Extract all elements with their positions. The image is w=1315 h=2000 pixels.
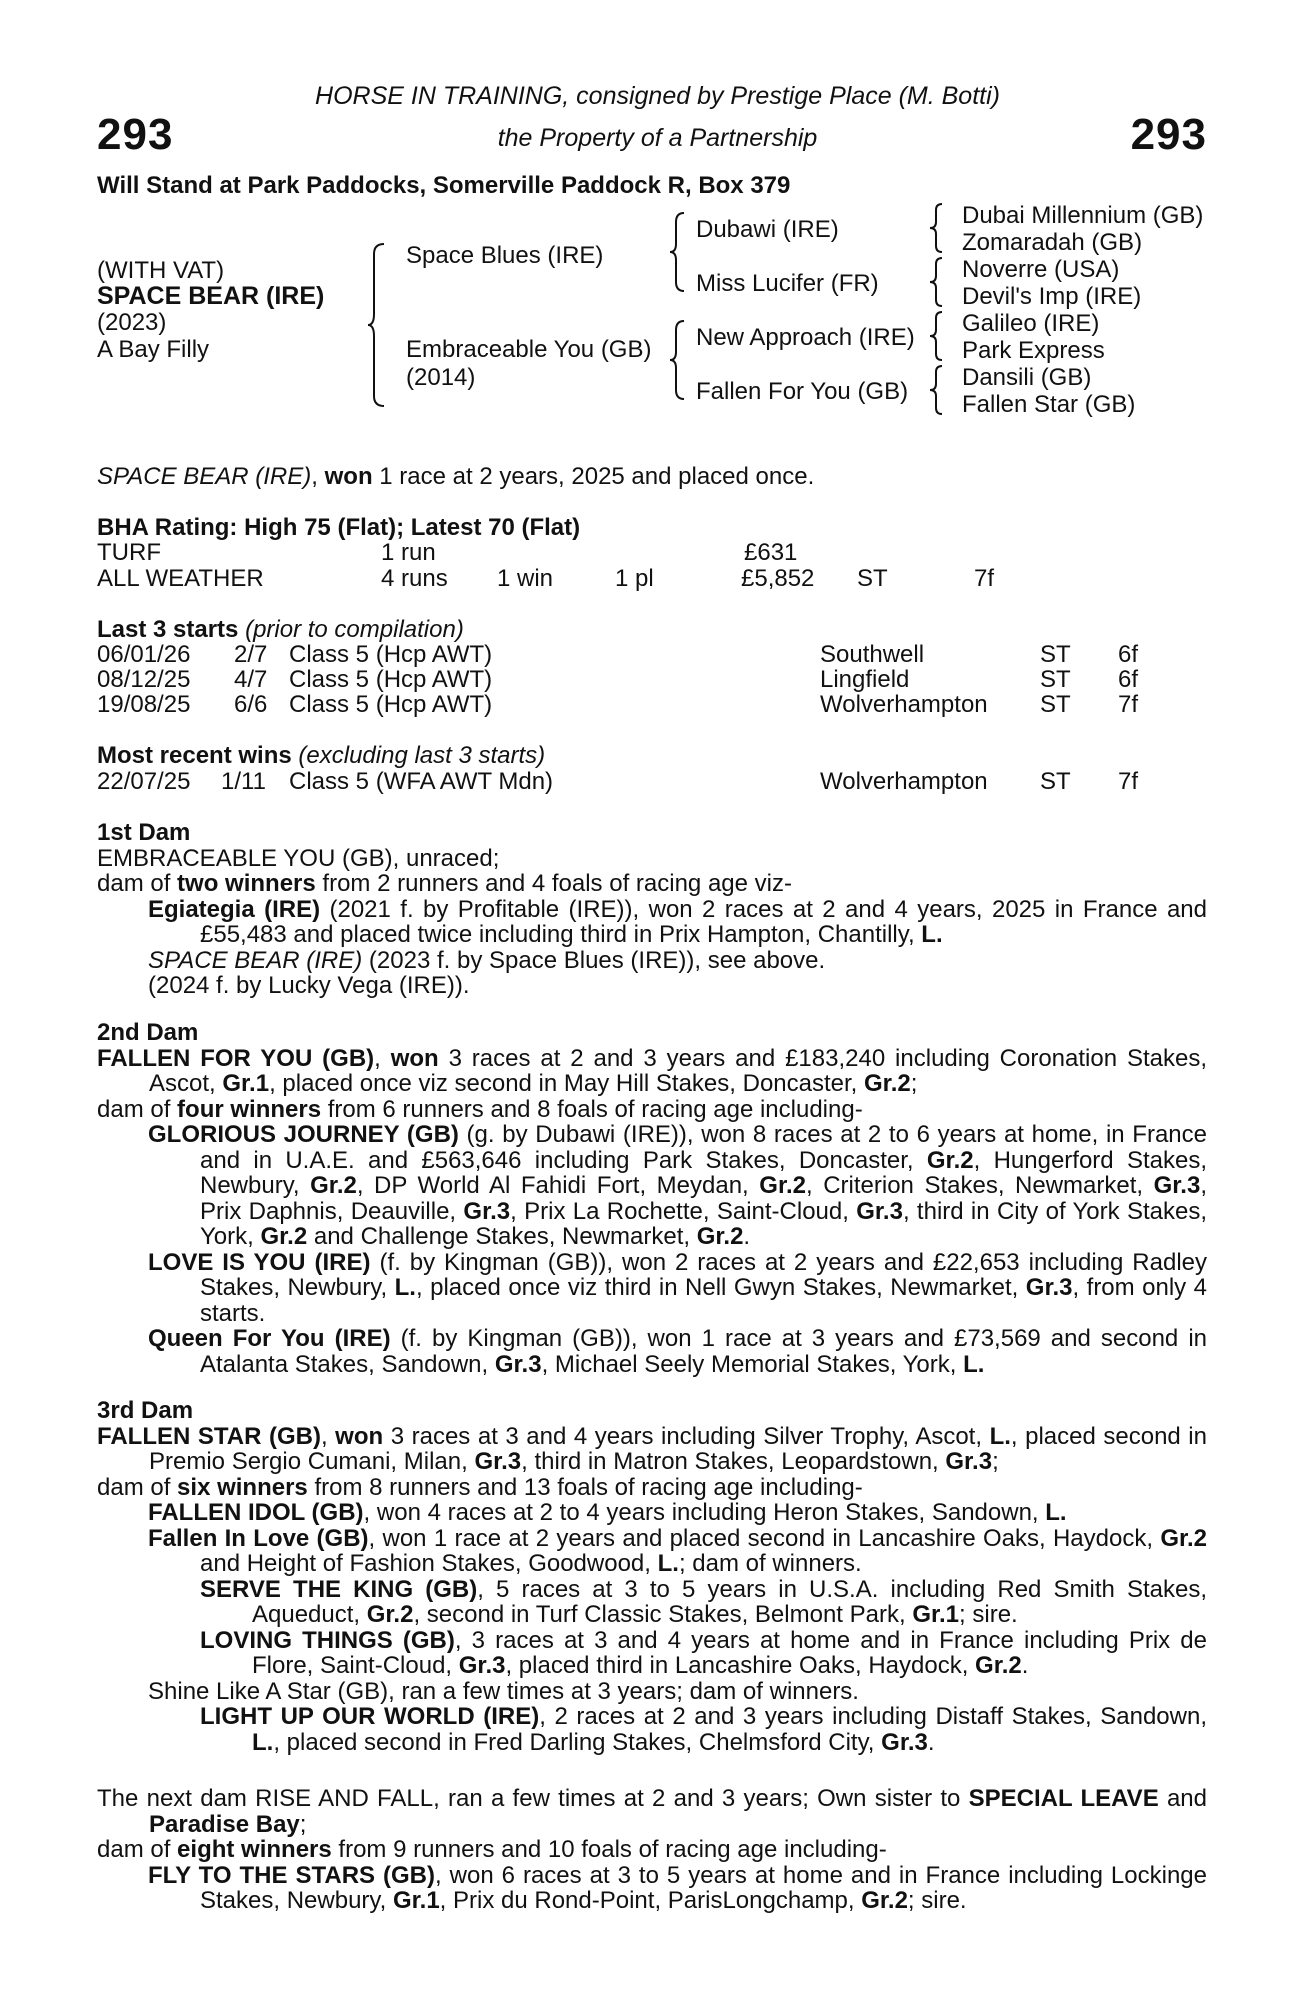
grade: L. bbox=[657, 1550, 679, 1577]
start-date: 08/12/25 bbox=[97, 666, 191, 693]
grade: Gr.3 bbox=[494, 1350, 542, 1378]
text: , third in Matron Stakes, Leopardstown, bbox=[521, 1448, 946, 1475]
win-course: Wolverhampton bbox=[820, 768, 988, 795]
pedigree-brace-ggp-1 bbox=[930, 202, 944, 254]
progeny-entry bbox=[97, 1704, 1207, 1755]
horse-year: (2023) bbox=[97, 309, 167, 336]
property-line: the Property of a Partnership bbox=[497, 124, 818, 152]
first-dam-title: 1st Dam bbox=[97, 819, 191, 846]
start-race: Class 5 (Hcp AWT) bbox=[289, 691, 493, 718]
record-aw-distance: 7f bbox=[974, 565, 995, 592]
text: , placed second in Premio Sergio Cumani, Milan, bbox=[149, 1422, 1207, 1475]
first-dam-produce-line bbox=[97, 871, 1207, 897]
grade: L. bbox=[1045, 1499, 1067, 1526]
second-dam-title: 2nd Dam bbox=[97, 1019, 199, 1046]
dam-name: FALLEN FOR YOU (GB) bbox=[97, 1044, 375, 1072]
grade: L. bbox=[963, 1350, 985, 1378]
vat-label: (WITH VAT) bbox=[97, 257, 225, 284]
text: , Hungerford Stakes, Newbury, bbox=[200, 1146, 1207, 1199]
summary-name: SPACE BEAR (IRE) bbox=[97, 463, 312, 490]
start-race: Class 5 (Hcp AWT) bbox=[289, 641, 493, 668]
third-dam-produce-line bbox=[97, 1475, 1207, 1501]
text: , from only 4 starts. bbox=[200, 1274, 1208, 1327]
progeny-entry bbox=[97, 1577, 1207, 1628]
start-position: 2/7 bbox=[234, 641, 268, 668]
text: 3 races at 2 and 3 years and £183,240 including Coronation Stakes, Ascot, bbox=[149, 1044, 1207, 1097]
text: ; bbox=[299, 1810, 307, 1838]
text: dam of bbox=[97, 1836, 178, 1863]
third-dam-record: FALLEN STAR (GB), won 3 races at 3 and 4 years including Silver Trophy, Ascot, L., placed second in Premio Sergio Cumani, Milan, Gr.3, third in Matron Stakes, Leopardstown, Gr.3; bbox=[97, 1422, 1207, 1475]
text: , Criterion Stakes, Newmarket, bbox=[805, 1172, 1154, 1199]
text: , 5 races at 3 to 5 years in U.S.A. including Red Smith Stakes, Aqueduct, bbox=[252, 1575, 1207, 1628]
dam-sire: New Approach (IRE) bbox=[696, 324, 915, 351]
progeny-entry bbox=[97, 1500, 1207, 1526]
summary-won: won bbox=[324, 463, 373, 490]
ggp-2: Zomaradah (GB) bbox=[962, 229, 1143, 256]
text: . bbox=[1021, 1652, 1029, 1679]
second-dam-section bbox=[97, 1020, 1207, 1377]
record-aw-placed: 1 pl bbox=[615, 565, 654, 592]
progeny-entry bbox=[97, 897, 1207, 948]
text: (g. by Dubawi (IRE)), won 8 races at 2 to 6 years at home, in France and in U.A.E. and £563,646 including Park Stakes, Doncaster, bbox=[200, 1121, 1208, 1174]
grade: Gr.2 bbox=[260, 1223, 308, 1250]
text: , Prix Daphnis, Deauville, bbox=[200, 1172, 1207, 1225]
next-dam-record bbox=[97, 1786, 1207, 1837]
progeny-entry bbox=[97, 1122, 1207, 1250]
won: won bbox=[335, 1422, 384, 1450]
progeny-name: GLORIOUS JOURNEY (GB) bbox=[148, 1121, 459, 1148]
grade: Gr.1 bbox=[222, 1070, 270, 1097]
text: , won 6 races at 3 to 5 years at home and in France including Lockinge Stakes, Newbury, bbox=[200, 1861, 1207, 1914]
ggp-4: Devil's Imp (IRE) bbox=[962, 283, 1142, 310]
progeny-name: LOVE IS YOU (IRE) bbox=[148, 1248, 371, 1276]
dam: Embraceable You (GB) bbox=[406, 336, 652, 363]
text: and bbox=[1158, 1785, 1208, 1812]
relative-name: SPECIAL LEAVE bbox=[968, 1785, 1159, 1812]
grade: Gr.3 bbox=[856, 1197, 903, 1225]
recent-wins-heading bbox=[97, 743, 545, 769]
text: 3 races at 3 and 4 years including Silver Trophy, Ascot, bbox=[383, 1422, 990, 1450]
progeny-entry bbox=[97, 1326, 1207, 1377]
progeny-text: (2023 f. by Space Blues (IRE)), see above. bbox=[362, 946, 826, 974]
winners-count: two winners bbox=[177, 870, 316, 897]
grade: L. bbox=[989, 1422, 1011, 1450]
text: ; dam of winners. bbox=[678, 1550, 862, 1577]
grade: Gr.2 bbox=[366, 1601, 414, 1628]
next-dam-produce-line bbox=[97, 1837, 1207, 1863]
start-date: 06/01/26 bbox=[97, 641, 191, 668]
won: won bbox=[390, 1044, 439, 1072]
text: , placed once viz third in Nell Gwyn Stakes, Newmarket, bbox=[415, 1274, 1026, 1301]
pedigree-brace-main bbox=[368, 240, 388, 410]
grade: L. bbox=[252, 1728, 274, 1756]
progeny-name: FLY TO THE STARS (GB) bbox=[148, 1861, 436, 1889]
pedigree-brace-sire bbox=[670, 210, 686, 294]
progeny-entry bbox=[97, 1628, 1207, 1679]
third-dam-section bbox=[97, 1398, 1207, 1755]
first-dam-line: EMBRACEABLE YOU (GB), unraced; bbox=[97, 844, 500, 872]
progeny-name: LOVING THINGS (GB) bbox=[200, 1626, 455, 1654]
ggp-1: Dubai Millennium (GB) bbox=[962, 202, 1204, 229]
last3-title: Last 3 starts bbox=[97, 616, 239, 643]
progeny-name: SERVE THE KING (GB) bbox=[200, 1575, 478, 1603]
start-distance: 6f bbox=[1118, 641, 1139, 668]
grade: Gr.1 bbox=[392, 1887, 440, 1914]
grade: Gr.1 bbox=[912, 1601, 960, 1628]
grade: Gr.2 bbox=[861, 1887, 908, 1914]
text: dam of bbox=[97, 1095, 178, 1123]
ggp-7: Dansili (GB) bbox=[962, 364, 1092, 391]
record-aw-runs: 4 runs bbox=[381, 565, 448, 592]
grade: Gr.3 bbox=[1025, 1274, 1073, 1301]
grade: L. bbox=[921, 921, 943, 948]
progeny-name: SPACE BEAR (IRE) bbox=[148, 946, 363, 974]
text: , Prix du Rond-Point, ParisLongchamp, bbox=[439, 1887, 862, 1914]
sire-sire: Dubawi (IRE) bbox=[696, 216, 839, 243]
ggp-5: Galileo (IRE) bbox=[962, 310, 1100, 337]
summary-line bbox=[97, 464, 814, 490]
start-position: 6/6 bbox=[234, 691, 268, 718]
start-course: Lingfield bbox=[820, 666, 910, 693]
record-turf-prize: £631 bbox=[744, 539, 798, 566]
start-date: 19/08/25 bbox=[97, 691, 191, 718]
text: (f. by Kingman (GB)), won 1 race at 3 years and £73,569 and second in Atalanta Stakes, Sandown, bbox=[200, 1325, 1208, 1378]
progeny-name: Fallen In Love (GB) bbox=[148, 1524, 369, 1552]
text: ; bbox=[910, 1070, 918, 1097]
recent-wins-title: Most recent wins bbox=[97, 742, 292, 769]
progeny-entry bbox=[97, 973, 1207, 999]
text: , 3 races at 3 and 4 years at home and in France including Prix de Flore, Saint-Cloud, bbox=[252, 1626, 1207, 1679]
grade: L. bbox=[394, 1274, 416, 1301]
dam-name: FALLEN STAR (GB) bbox=[97, 1422, 321, 1450]
second-dam-record: FALLEN FOR YOU (GB), won 3 races at 2 and 3 years and £183,240 including Coronation Stakes, Ascot, Gr.1, placed once viz second in May Hill Stakes, Doncaster, Gr.2; bbox=[97, 1044, 1207, 1097]
grade: Gr.2 bbox=[975, 1652, 1022, 1679]
start-going: ST bbox=[1040, 666, 1071, 693]
text: from 9 runners and 10 foals of racing age including- bbox=[331, 1836, 887, 1863]
sire-dam: Miss Lucifer (FR) bbox=[696, 270, 879, 297]
grade: Gr.3 bbox=[1153, 1172, 1201, 1199]
grade: Gr.2 bbox=[696, 1223, 744, 1250]
grade: Gr.2 bbox=[926, 1146, 974, 1174]
text: . bbox=[743, 1223, 751, 1250]
progeny-entry bbox=[97, 1526, 1207, 1577]
start-going: ST bbox=[1040, 641, 1071, 668]
dam-year: (2014) bbox=[406, 364, 476, 391]
progeny-entry bbox=[97, 1679, 1207, 1705]
ggp-8: Fallen Star (GB) bbox=[962, 391, 1136, 418]
text: . bbox=[927, 1728, 935, 1756]
grade: Gr.2 bbox=[759, 1172, 806, 1199]
text: , won 1 race at 2 years and placed second in Lancashire Oaks, Haydock, bbox=[368, 1524, 1161, 1552]
win-distance: 7f bbox=[1118, 768, 1139, 795]
dam-dam: Fallen For You (GB) bbox=[696, 378, 909, 405]
text: ; sire. bbox=[907, 1887, 967, 1914]
winners-count: eight winners bbox=[177, 1836, 332, 1863]
first-dam-section bbox=[97, 820, 1207, 999]
progeny-name: FALLEN IDOL (GB) bbox=[148, 1499, 364, 1526]
text: from 8 runners and 13 foals of racing age including- bbox=[307, 1473, 863, 1501]
win-going: ST bbox=[1040, 768, 1071, 795]
last3-note: (prior to compilation) bbox=[245, 616, 464, 643]
start-distance: 6f bbox=[1118, 666, 1139, 693]
bha-rating: BHA Rating: High 75 (Flat); Latest 70 (Flat) bbox=[97, 514, 581, 541]
lot-number-right: 293 bbox=[1130, 110, 1207, 159]
text: , placed once viz second in May Hill Stakes, Doncaster, bbox=[269, 1070, 865, 1097]
win-date: 22/07/25 bbox=[97, 768, 191, 795]
text: , placed third in Lancashire Oaks, Haydock, bbox=[505, 1652, 976, 1679]
start-course: Wolverhampton bbox=[820, 691, 988, 718]
text: ; bbox=[992, 1448, 999, 1475]
text: , Michael Seely Memorial Stakes, York, bbox=[541, 1350, 964, 1378]
grade: Gr.2 bbox=[310, 1172, 357, 1199]
winners-count: four winners bbox=[177, 1095, 322, 1123]
start-course: Southwell bbox=[820, 641, 925, 668]
summary-rest: 1 race at 2 years, 2025 and placed once. bbox=[372, 463, 815, 490]
start-race: Class 5 (Hcp AWT) bbox=[289, 666, 493, 693]
progeny-entry bbox=[97, 948, 1207, 974]
recent-wins-note: (excluding last 3 starts) bbox=[298, 742, 546, 769]
progeny-name: Queen For You (IRE) bbox=[148, 1325, 391, 1352]
record-aw-going: ST bbox=[857, 565, 888, 592]
progeny-text: (2021 f. by Profitable (IRE)), won 2 races at 2 and 4 years, 2025 in France and £55,483 and placed twice including third in Prix Hampton, Chantilly, bbox=[200, 895, 1207, 948]
text: dam of bbox=[97, 1473, 178, 1501]
record-aw-wins: 1 win bbox=[497, 565, 554, 592]
grade: Gr.3 bbox=[881, 1728, 928, 1756]
record-turf-runs: 1 run bbox=[381, 539, 436, 566]
ggp-3: Noverre (USA) bbox=[962, 256, 1120, 283]
text: , second in Turf Classic Stakes, Belmont Park, bbox=[413, 1601, 913, 1628]
text: ; sire. bbox=[959, 1601, 1018, 1628]
text: dam of bbox=[97, 870, 178, 897]
text: The next dam RISE AND FALL, ran a few times at 2 and 3 years; Own sister to bbox=[97, 1785, 969, 1812]
pedigree-brace-dam bbox=[670, 318, 686, 402]
record-aw-label: ALL WEATHER bbox=[97, 565, 264, 592]
text: , Prix La Rochette, Saint-Cloud, bbox=[510, 1197, 857, 1225]
text: , DP World Al Fahidi Fort, Meydan, bbox=[356, 1172, 760, 1199]
progeny-entry bbox=[97, 1863, 1207, 1914]
pedigree-brace-ggp-3 bbox=[930, 310, 944, 362]
progeny-name: Egiategia (IRE) bbox=[148, 895, 321, 923]
start-going: ST bbox=[1040, 691, 1071, 718]
next-dam-section bbox=[97, 1786, 1207, 1914]
win-race: Class 5 (WFA AWT Mdn) bbox=[289, 768, 554, 795]
text: , placed second in Fred Darling Stakes, Chelmsford City, bbox=[273, 1728, 882, 1756]
progeny-text: (2024 f. by Lucky Vega (IRE)). bbox=[148, 972, 470, 999]
progeny-text: Shine Like A Star (GB), ran a few times at 3 years; dam of winners. bbox=[148, 1677, 859, 1705]
third-dam-title: 3rd Dam bbox=[97, 1397, 194, 1424]
horse-description: A Bay Filly bbox=[97, 336, 210, 363]
record-turf-label: TURF bbox=[97, 539, 161, 566]
relative-name: Paradise Bay bbox=[149, 1810, 300, 1838]
stand-location: Will Stand at Park Paddocks, Somerville Paddock R, Box 379 bbox=[97, 172, 791, 199]
pedigree-brace-ggp-4 bbox=[930, 364, 944, 416]
grade: Gr.3 bbox=[463, 1197, 511, 1225]
last3-heading bbox=[97, 617, 464, 643]
consignor-line: HORSE IN TRAINING, consigned by Prestige Place (M. Botti) bbox=[315, 82, 1000, 110]
grade: Gr.3 bbox=[945, 1448, 993, 1475]
horse-name: SPACE BEAR (IRE) bbox=[97, 282, 325, 310]
text: and Challenge Stakes, Newmarket, bbox=[307, 1223, 697, 1250]
text: (f. by Kingman (GB)), won 2 races at 2 years and £22,653 including Radley Stakes, Newbury, bbox=[200, 1248, 1208, 1301]
sire: Space Blues (IRE) bbox=[406, 242, 604, 269]
lot-number-left: 293 bbox=[97, 110, 174, 159]
text: from 6 runners and 8 foals of racing age including- bbox=[321, 1095, 863, 1123]
grade: Gr.3 bbox=[474, 1448, 522, 1475]
second-dam-produce-line bbox=[97, 1097, 1207, 1123]
grade: Gr.2 bbox=[864, 1070, 911, 1097]
text: , third in City of York Stakes, York, bbox=[200, 1197, 1208, 1250]
grade: Gr.3 bbox=[458, 1652, 506, 1679]
progeny-entry bbox=[97, 1250, 1207, 1327]
win-position: 1/11 bbox=[221, 768, 266, 795]
text: and Height of Fashion Stakes, Goodwood, bbox=[200, 1550, 658, 1577]
start-distance: 7f bbox=[1118, 691, 1139, 718]
text: from 2 runners and 4 foals of racing age viz- bbox=[315, 870, 792, 897]
progeny-name: LIGHT UP OUR WORLD (IRE) bbox=[200, 1703, 540, 1730]
grade: Gr.2 bbox=[1160, 1524, 1208, 1552]
text: , won 4 races at 2 to 4 years including Heron Stakes, Sandown, bbox=[363, 1499, 1046, 1526]
text: , 2 races at 2 and 3 years including Distaff Stakes, Sandown, bbox=[539, 1703, 1207, 1730]
summary-comma: , bbox=[311, 463, 318, 490]
winners-count: six winners bbox=[177, 1473, 308, 1501]
record-aw-prize: £5,852 bbox=[741, 565, 815, 592]
ggp-6: Park Express bbox=[962, 337, 1105, 364]
start-position: 4/7 bbox=[234, 666, 268, 693]
pedigree-brace-ggp-2 bbox=[930, 256, 944, 308]
